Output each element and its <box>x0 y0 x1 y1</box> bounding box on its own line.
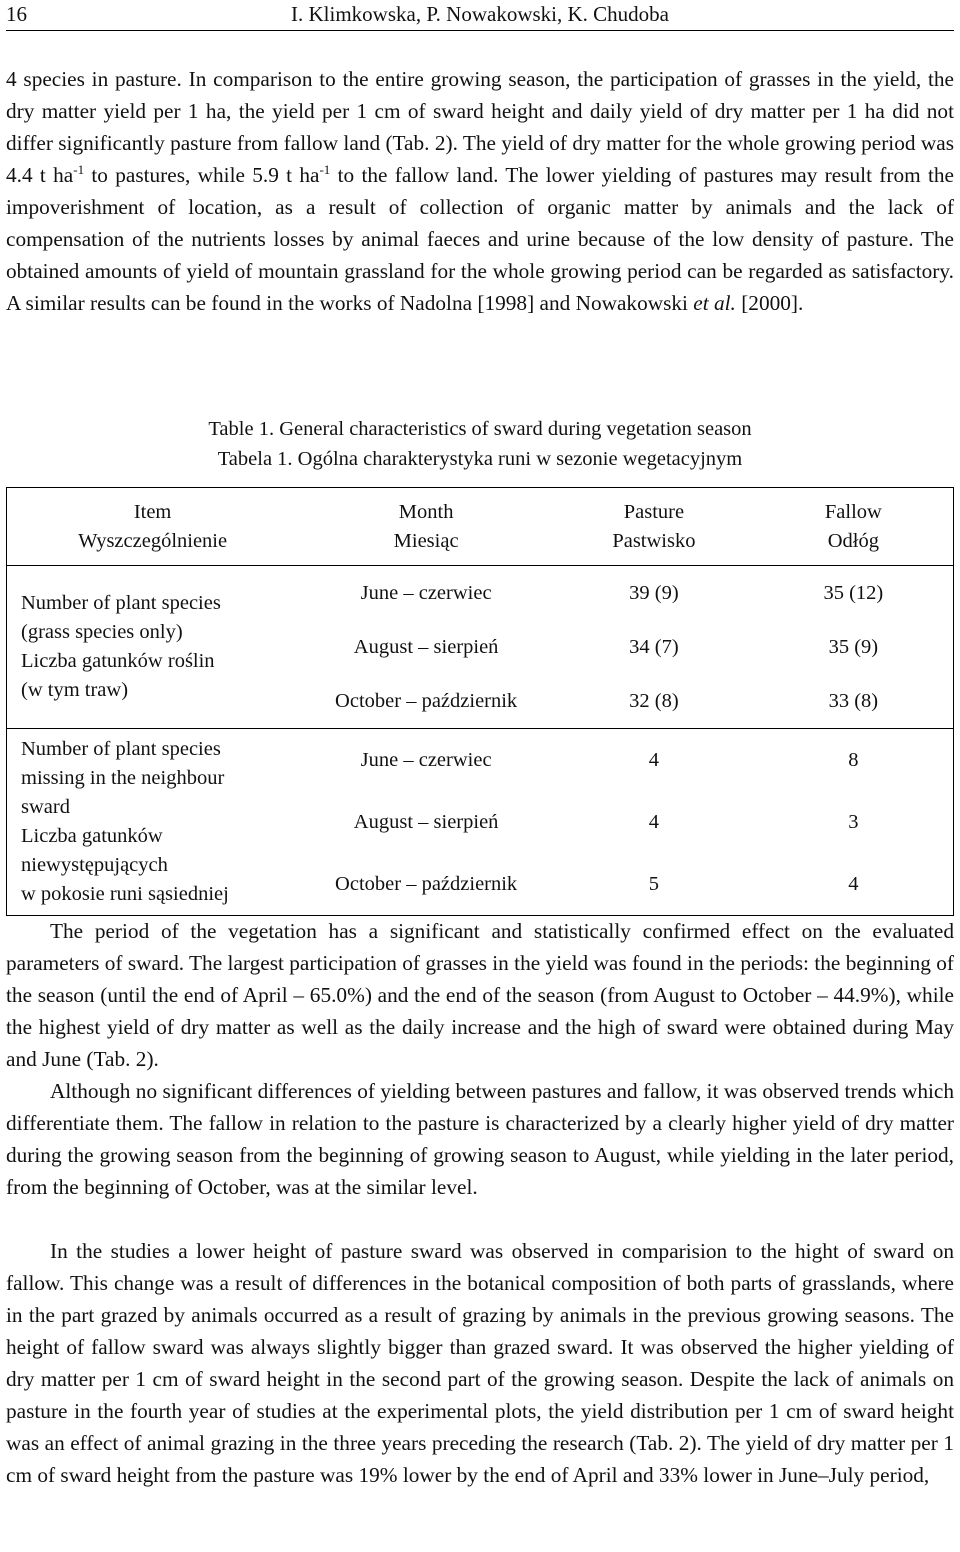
table-caption-pl: Tabela 1. Ogólna charakterystyka runi w sezonie wegetacyjnym <box>217 448 743 470</box>
header-item <box>7 488 299 566</box>
header-fallow <box>754 488 954 566</box>
item-line: Number of plant species <box>21 592 221 614</box>
fallow-cell: 3 <box>754 791 954 853</box>
pasture-cell: 4 <box>554 729 754 792</box>
paragraph-4: In the studies a lower height of pasture sward was observed in comparision to the hight of sward on fallow. This change was a result of differences in the botanical composition of both parts of grasslands, where in the part grazed by animals occurred as a result of grazing by animals in the previous growing seasons. The height of fallow sward was always slightly bigger than grazed sward. It was observed the higher yielding of dry matter per 1 cm of sward height in the second part of the growing season. Despite the lack of animals on pasture in the fourth year of studies at the experimental plots, the yield distribution per 1 cm of sward height was an effect of animal grazing in the three years preceding the research (Tab. 2). The yield of dry matter per 1 cm of sward height from the pasture was 19% lower by the end of April and 33% lower in June–July period, <box>6 1239 954 1487</box>
fallow-cell: 4 <box>754 853 954 916</box>
pasture-cell: 34 (7) <box>629 635 679 658</box>
month-cell: June – czerwiec <box>298 729 554 792</box>
running-header <box>6 0 954 31</box>
header-month-pl: Miesiąc <box>393 529 459 552</box>
item-line: missing in the neighbour <box>21 767 225 789</box>
table-row <box>7 566 954 621</box>
item-line: (w tym traw) <box>21 679 129 701</box>
fallow-cell: 35 (12) <box>754 566 954 621</box>
pasture-cell: 5 <box>554 853 754 916</box>
item-species-count <box>7 566 299 729</box>
header-pasture-en: Pasture <box>623 500 685 523</box>
month-cell: October – październik <box>298 853 554 916</box>
fallow-cell: 33 (8) <box>754 674 954 729</box>
superscript-2: -1 <box>319 162 331 177</box>
month-cell: August – sierpień <box>353 810 499 833</box>
table-header-row <box>7 488 954 566</box>
pasture-cell: 39 (9) <box>554 566 754 621</box>
item-line: Liczba gatunków roślin <box>21 650 215 672</box>
fallow-cell: 35 (9) <box>754 620 954 674</box>
item-line: Liczba gatunków <box>21 825 163 847</box>
header-pasture-pl: Pastwisko <box>612 529 696 552</box>
table-caption-en: Table 1. General characteristics of sward during vegetation season <box>208 418 752 440</box>
item-line: w pokosie runi sąsiedniej <box>21 883 229 905</box>
header-month <box>298 488 554 566</box>
header-pasture <box>554 488 754 566</box>
sward-characteristics-table <box>6 487 954 916</box>
superscript-1: -1 <box>73 162 85 177</box>
paragraph-3: Although no significant differences of yielding between pastures and fallow, it was observed trends which differentiate them. The fallow in relation to the pasture is characterized by a clearly higher yield of dry matter during the growing season from the beginning of growing season to August, while yielding in the later period, from the beginning of October, was at the similar level. <box>6 1079 954 1199</box>
header-item-pl: Wyszczególnienie <box>78 529 228 552</box>
et-al: et al. <box>693 291 736 315</box>
item-line: sward <box>21 796 70 818</box>
header-fallow-pl: Odłóg <box>827 529 879 552</box>
month-cell: August – sierpień <box>353 635 499 658</box>
paragraph-1-part-4: [2000]. <box>735 291 804 315</box>
item-line: Number of plant species <box>21 738 221 760</box>
paragraph-1-part-1: 4 species in pasture. In comparison to the entire growing season, the participation of grasses in the yield, the dry matter yield per 1 ha, the yield per 1 cm of sward height and daily yield of dry matter per 1 ha did not differ significantly pasture from fallow land (Tab. 2). The yield of dry matter for the whole growing period was 4.4 t ha <box>6 67 954 187</box>
paragraph-1-part-3: to the fallow land. The lower yielding of pastures may result from the impoverishment of location, as a result of collection of organic matter by animals and the lack of compensation of the nutrients losses by animal faeces and urine because of the low density of pasture. The obtained amounts of yield of mountain grassland for the whole growing period can be regarded as satisfactory. A similar results can be found in the works of Nadolna [1998] and Nowakowski <box>6 163 954 315</box>
fallow-cell: 8 <box>754 729 954 792</box>
item-line: (grass species only) <box>21 621 183 643</box>
pasture-cell: 32 (8) <box>629 689 679 712</box>
item-line: niewystępujących <box>21 854 168 876</box>
paragraph-1 <box>6 63 954 319</box>
month-cell: June – czerwiec <box>298 566 554 621</box>
header-item-en: Item <box>133 500 172 523</box>
month-cell: October – październik <box>335 689 518 712</box>
page-number: 16 <box>6 2 27 26</box>
paragraph-2: The period of the vegetation has a significant and statistically confirmed effect on the evaluated parameters of sward. The largest participation of grasses in the yield was found in the periods: the beginning of the season (until the end of April – 65.0%) and the end of the season (from August to October – 44.9%), while the highest yield of dry matter as well as the daily increase and the high of sward were obtained during May and June (Tab. 2). <box>6 919 954 1071</box>
paragraph-1-part-2: to pastures, while 5.9 t ha <box>84 163 320 187</box>
pasture-cell: 4 <box>648 810 660 833</box>
header-fallow-en: Fallow <box>824 500 882 523</box>
table-row <box>7 729 954 792</box>
item-missing-species <box>7 729 299 916</box>
header-month-en: Month <box>398 500 454 523</box>
running-head-authors: I. Klimkowska, P. Nowakowski, K. Chudoba <box>291 2 669 26</box>
